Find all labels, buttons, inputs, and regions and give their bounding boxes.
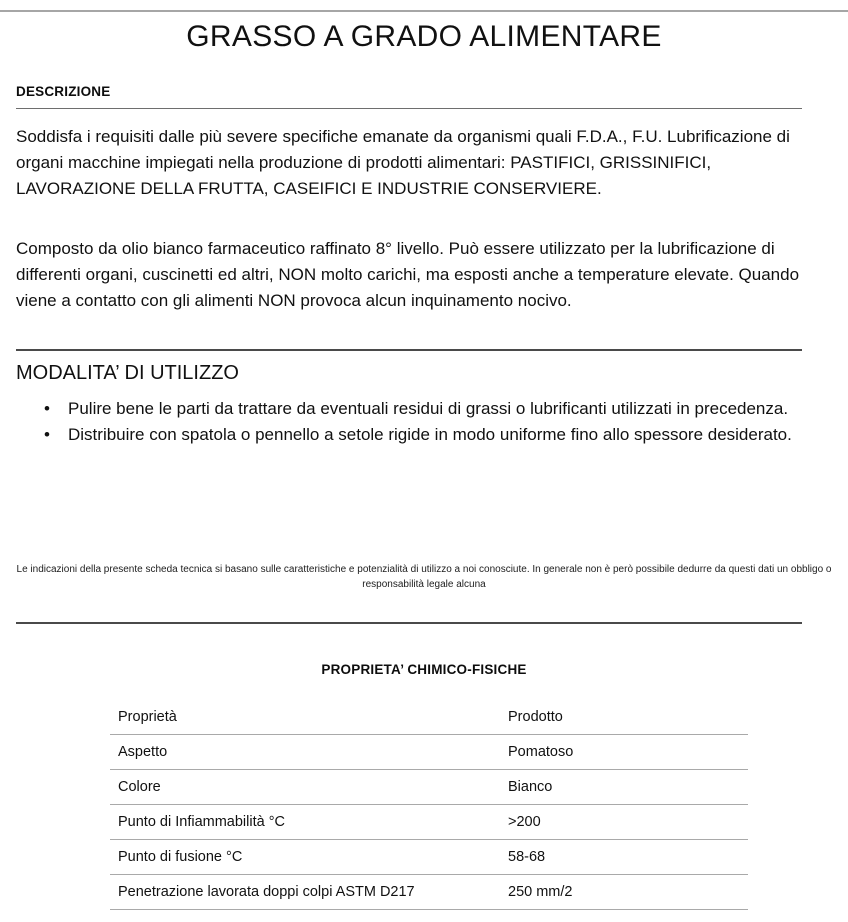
property-value: 58-68 — [500, 840, 748, 875]
usage-bullet-list — [16, 396, 816, 448]
properties-table — [110, 700, 748, 910]
divider-above-proprieta — [16, 622, 802, 624]
divider-under-descrizione — [16, 108, 802, 109]
table-header-row — [110, 700, 748, 735]
property-name: Penetrazione lavorata doppi colpi ASTM D217 — [110, 875, 500, 910]
bullet-dot-icon: • — [44, 425, 50, 444]
column-header-property: Proprietà — [110, 700, 500, 735]
divider-above-modalita — [16, 349, 802, 351]
property-value: >200 — [500, 805, 748, 840]
property-name: Punto di Infiammabilità °C — [110, 805, 500, 840]
list-item — [16, 396, 816, 422]
page-top-rule — [0, 10, 848, 12]
table-row — [110, 735, 748, 770]
section-heading-descrizione: DESCRIZIONE — [16, 84, 111, 99]
legal-disclaimer: Le indicazioni della presente scheda tecnica si basano sulle caratteristiche e potenzialità di utilizzo a noi conosciute. In generale non è però possibile dedurre da questi dati un obbligo o responsabilità legale alcuna — [16, 564, 832, 590]
table-row — [110, 770, 748, 805]
description-paragraph-1: Soddisfa i requisiti dalle più severe specifiche emanate da organismi quali F.D.A., F.U. Lubrificazione di organi macchine impiegati nella produzione di prodotti alimentari: PASTIFICI, GRISSINIFICI, LAVORAZIONE DELLA FRUTTA, CASEIFICI E INDUSTRIE CONSERVIERE. — [16, 127, 790, 198]
list-item — [16, 422, 816, 448]
bullet-dot-icon: • — [44, 399, 50, 418]
property-value: Bianco — [500, 770, 748, 805]
list-item-text: Pulire bene le parti da trattare da eventuali residui di grassi o lubrificanti utilizzati in precedenza. — [68, 399, 789, 418]
table-row — [110, 840, 748, 875]
page-title: GRASSO A GRADO ALIMENTARE — [186, 20, 662, 53]
table-row — [110, 805, 748, 840]
list-item-text: Distribuire con spatola o pennello a setole rigide in modo uniforme fino allo spessore desiderato. — [68, 425, 792, 444]
property-name: Punto di fusione °C — [110, 840, 500, 875]
property-name: Aspetto — [110, 735, 500, 770]
section-heading-modalita-utilizzo: MODALITA’ DI UTILIZZO — [16, 362, 239, 384]
properties-section-title: PROPRIETA’ CHIMICO-FISICHE — [321, 662, 527, 677]
column-header-value: Prodotto — [500, 700, 748, 735]
property-value: 250 mm/2 — [500, 875, 748, 910]
description-paragraph-2: Composto da olio bianco farmaceutico raffinato 8° livello. Può essere utilizzato per la lubrificazione di differenti organi, cuscinetti ed altri, NON molto carichi, ma esposti anche a temperature elevate. Quando viene a contatto con gli alimenti NON provoca alcun inquinamento nocivo. — [16, 239, 800, 310]
table-row — [110, 875, 748, 910]
property-value: Pomatoso — [500, 735, 748, 770]
property-name: Colore — [110, 770, 500, 805]
